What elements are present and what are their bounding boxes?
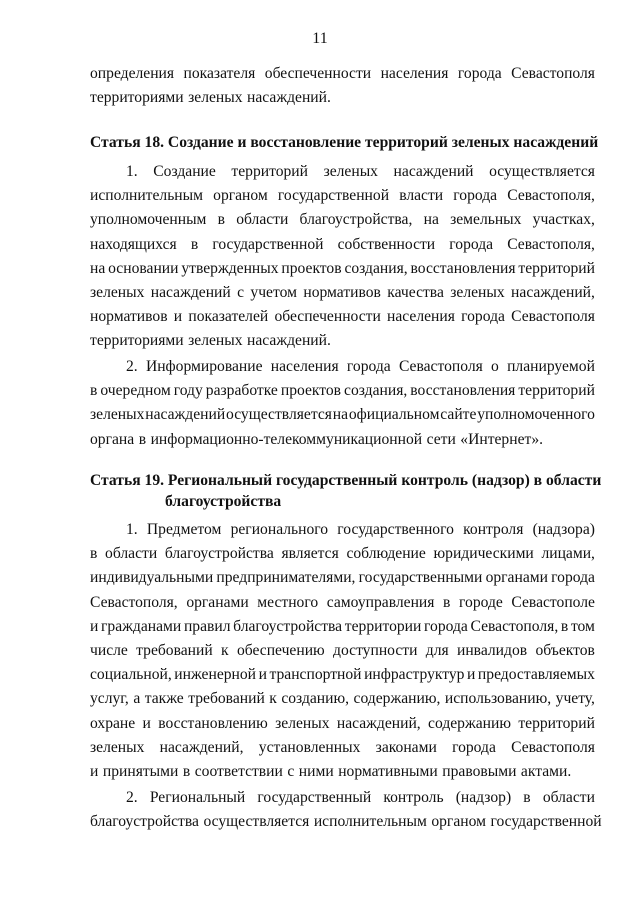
text-line: и гражданами правил благоустройства территории города Севастополя, в том [90, 617, 595, 635]
article-18-paragraph-1 [90, 160, 595, 354]
text-line: зеленых насаждений, установленных законами города Севастополя [90, 738, 595, 756]
text-line: 1. Предметом регионального государственного контроля (надзора) [126, 521, 595, 538]
text-line: территориями зеленых насаждений. [90, 332, 331, 350]
text-line: на основании утвержденных проектов создания, восстановления территорий [90, 259, 595, 277]
text-line: 1. Создание территорий зеленых насаждений осуществляется [126, 163, 595, 180]
text-line: территориями зеленых насаждений. [90, 89, 331, 107]
text-line: исполнительным органом государственной власти города Севастополя, [90, 187, 595, 205]
text-line: зеленых насаждений с учетом нормативов качества зеленых насаждений, [90, 283, 595, 301]
text-line: нормативов и показателей обеспеченности населения города Севастополя [90, 308, 595, 326]
article-18-heading: Статья 18. Создание и восстановление территорий зеленых насаждений [90, 134, 599, 151]
text-line: 2. Информирование населения города Севастополя о планируемой [126, 358, 595, 375]
text-line: Севастополя, органами местного самоуправления в городе Севастополе [90, 593, 595, 611]
text-line: определения показателя обеспеченности населения города Севастополя [90, 65, 595, 82]
text-line: охране и восстановлению зеленых насаждений, содержанию территорий [90, 714, 595, 732]
text-line: 2. Региональный государственный контроль (надзор) в области [126, 789, 595, 806]
text-line: индивидуальными предпринимателями, государственными органами города [90, 569, 595, 587]
text-line: числе требований к обеспечению доступности для инвалидов объектов [90, 641, 595, 659]
article-19-heading-line-2: благоустройства [165, 493, 282, 510]
intro-paragraph [90, 62, 595, 110]
article-19-paragraph-2 [90, 786, 602, 834]
text-line: органа в информационно-телекоммуникационной сети «Интернет». [90, 430, 544, 448]
article-19-heading-line-1: Статья 19. Региональный государственный контроль (надзор) в области [90, 472, 602, 489]
text-line: в области благоустройства является соблюдение юридическими лицами, [90, 545, 595, 563]
article-19-paragraph-1 [90, 518, 595, 784]
text-line: находящихся в государственной собственности города Севастополя, [90, 235, 595, 253]
article-18-paragraph-2 [90, 355, 595, 452]
text-line: в очередном году разработке проектов создания, восстановления территорий [90, 382, 595, 400]
text-line: благоустройства осуществляется исполнительным органом государственной [90, 813, 602, 831]
text-line: зеленых насаждений осуществляется на официальном сайте уполномоченного [90, 406, 595, 424]
text-line: уполномоченным в области благоустройства, на земельных участках, [90, 211, 595, 229]
text-line: и принятыми в соответствии с ними нормативными правовыми актами. [90, 762, 572, 780]
text-line: услуг, а также требований к созданию, содержанию, использованию, учету, [90, 690, 595, 708]
page-number: 11 [312, 30, 328, 47]
text-line: социальной, инженерной и транспортной инфраструктур и предоставляемых [90, 666, 595, 684]
